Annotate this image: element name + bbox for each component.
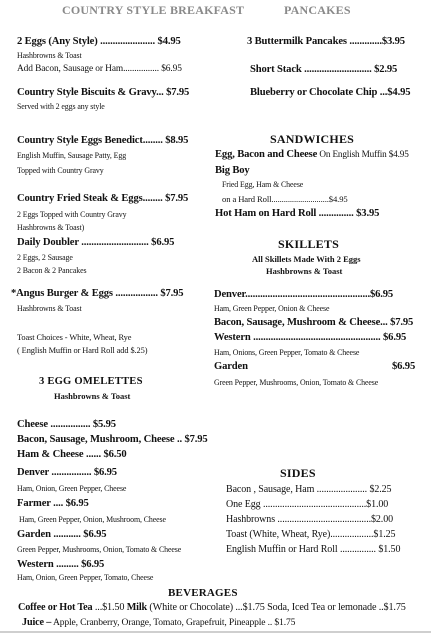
- side-one-egg: One Egg ...........................................$1.00: [226, 499, 389, 510]
- omelette-garden-desc: Green Pepper, Mushrooms, Onion, Tomato & Cheese: [17, 545, 182, 554]
- side-toast: Toast (White, Wheat, Rye)..................$1.25: [226, 529, 396, 540]
- desc-fried-steak-1: 2 Eggs Topped with Country Gravy: [17, 210, 127, 219]
- sandwich-egg-bacon-cheese-rest: On English Muffin $4.95: [317, 149, 409, 159]
- heading-skillets: SKILLETS: [278, 237, 339, 251]
- item-daily-doubler: Daily Doubler ........................... $6.95: [17, 237, 175, 248]
- beverage-milk-rest: (White or Chocolate) ...$1.75 Soda, Iced Tea or lemonade ..$1.75: [147, 602, 406, 613]
- beverage-juice-rest: Apple, Cranberry, Orange, Tomato, Grapefruit, Pineapple .. $1.75: [51, 617, 296, 628]
- item-two-eggs-add: Add Bacon, Sausage or Ham................ $6.95: [17, 64, 182, 74]
- heading-omelettes: 3 EGG OMELETTES: [39, 376, 143, 387]
- pancakes-blueberry: Blueberry or Chocolate Chip ...$4.95: [250, 87, 411, 98]
- omelette-farmer-desc: Ham, Green Pepper, Onion, Mushroom, Cheese: [19, 515, 166, 524]
- desc-eggs-benedict-1: English Muffin, Sausage Patty, Egg: [17, 151, 127, 160]
- bottom-divider: [0, 631, 431, 633]
- omelette-ham-cheese: Ham & Cheese ...... $6.50: [17, 449, 127, 460]
- heading-country-style-breakfast: COUNTRY STYLE BREAKFAST: [62, 3, 245, 17]
- skillets-note-1: All Skillets Made With 2 Eggs: [252, 254, 361, 264]
- toast-choices-2: ( English Muffin or Hard Roll add $.25): [17, 346, 148, 355]
- desc-fried-steak-2: Hashbrowns & Toast): [17, 223, 85, 232]
- skillet-garden: Garden: [214, 361, 248, 372]
- heading-pancakes: PANCAKES: [284, 3, 351, 17]
- omelette-bacon-sausage: Bacon, Sausage, Mushroom, Cheese .. $7.95: [17, 434, 208, 445]
- skillet-denver: Denver..................................................$6.95: [214, 289, 394, 300]
- skillet-bacon-sausage: Bacon, Sausage, Mushroom & Cheese... $7.95: [214, 317, 414, 328]
- omelette-western-desc: Ham, Onion, Green Pepper, Tomato, Cheese: [17, 573, 154, 582]
- desc-daily-doubler-1: 2 Eggs, 2 Sausage: [17, 253, 73, 262]
- sandwich-egg-bacon-cheese-name: Egg, Bacon and Cheese: [215, 149, 318, 160]
- beverage-juice: Juice –: [22, 617, 52, 628]
- sandwich-big-boy: Big Boy: [215, 165, 250, 176]
- skillets-note-2: Hashbrowns & Toast: [266, 266, 343, 276]
- side-english-muffin: English Muffin or Hard Roll ............... $1.50: [226, 544, 401, 555]
- item-angus-burger: *Angus Burger & Eggs ................. $7.95: [11, 288, 184, 299]
- skillet-garden-desc: Green Pepper, Mushrooms, Onion, Tomato & Cheese: [214, 378, 379, 387]
- omelette-denver-desc: Ham, Onion, Green Pepper, Cheese: [17, 484, 127, 493]
- heading-sides: SIDES: [280, 466, 316, 480]
- omelettes-note: Hashbrowns & Toast: [54, 391, 131, 401]
- desc-two-eggs: Hashbrowns & Toast: [17, 51, 82, 60]
- sandwich-egg-bacon-cheese: [215, 150, 409, 161]
- sandwich-big-boy-desc-1: Fried Egg, Ham & Cheese: [222, 180, 304, 189]
- beverage-milk: Milk: [126, 602, 148, 613]
- omelette-western: Western ......... $6.95: [17, 559, 105, 570]
- desc-angus-burger: Hashbrowns & Toast: [17, 304, 82, 313]
- omelette-farmer: Farmer .... $6.95: [17, 498, 89, 509]
- item-biscuits-gravy: Country Style Biscuits & Gravy... $7.95: [17, 87, 190, 98]
- pancakes-short-stack: Short Stack ........................... $2.95: [250, 64, 398, 75]
- omelette-denver: Denver ................ $6.95: [17, 467, 117, 478]
- beverage-coffee-price: ...$1.50: [92, 602, 127, 613]
- side-bacon-sausage-ham: Bacon , Sausage, Ham ..................... $2.25: [226, 484, 392, 495]
- side-hashbrowns: Hashbrowns .......................................$2.00: [226, 514, 393, 525]
- beverage-coffee: Coffee or Hot Tea: [18, 602, 93, 613]
- toast-choices-1: Toast Choices - White, Wheat, Rye: [17, 333, 132, 342]
- beverages-line-1: [18, 603, 406, 613]
- beverages-line-2: [22, 618, 295, 628]
- skillet-western-desc: Ham, Onions, Green Pepper, Tomato & Cheese: [214, 348, 360, 357]
- desc-biscuits-gravy: Served with 2 eggs any style: [17, 102, 105, 111]
- pancakes-buttermilk: 3 Buttermilk Pancakes .............$3.95: [247, 36, 405, 47]
- omelette-cheese: Cheese ................ $5.95: [17, 419, 116, 430]
- skillet-denver-desc: Ham, Green Pepper, Onion & Cheese: [214, 304, 330, 313]
- desc-eggs-benedict-2: Topped with Country Gravy: [17, 166, 104, 175]
- skillet-western: Western ................................................... $6.95: [214, 332, 407, 343]
- item-fried-steak: Country Fried Steak & Eggs........ $7.95: [17, 193, 189, 204]
- sandwich-hot-ham: Hot Ham on Hard Roll .............. $3.95: [215, 208, 380, 219]
- omelette-garden: Garden ........... $6.95: [17, 529, 107, 540]
- desc-daily-doubler-2: 2 Bacon & 2 Pancakes: [17, 266, 87, 275]
- heading-beverages: BEVERAGES: [168, 587, 238, 599]
- item-two-eggs: 2 Eggs (Any Style) ...................... $4.95: [17, 36, 181, 47]
- skillet-garden-price: $6.95: [392, 361, 416, 372]
- sandwich-big-boy-desc-2: on a Hard Roll............................$4.95: [222, 194, 348, 204]
- heading-sandwiches: SANDWICHES: [270, 132, 355, 146]
- item-eggs-benedict: Country Style Eggs Benedict........ $8.95: [17, 135, 189, 146]
